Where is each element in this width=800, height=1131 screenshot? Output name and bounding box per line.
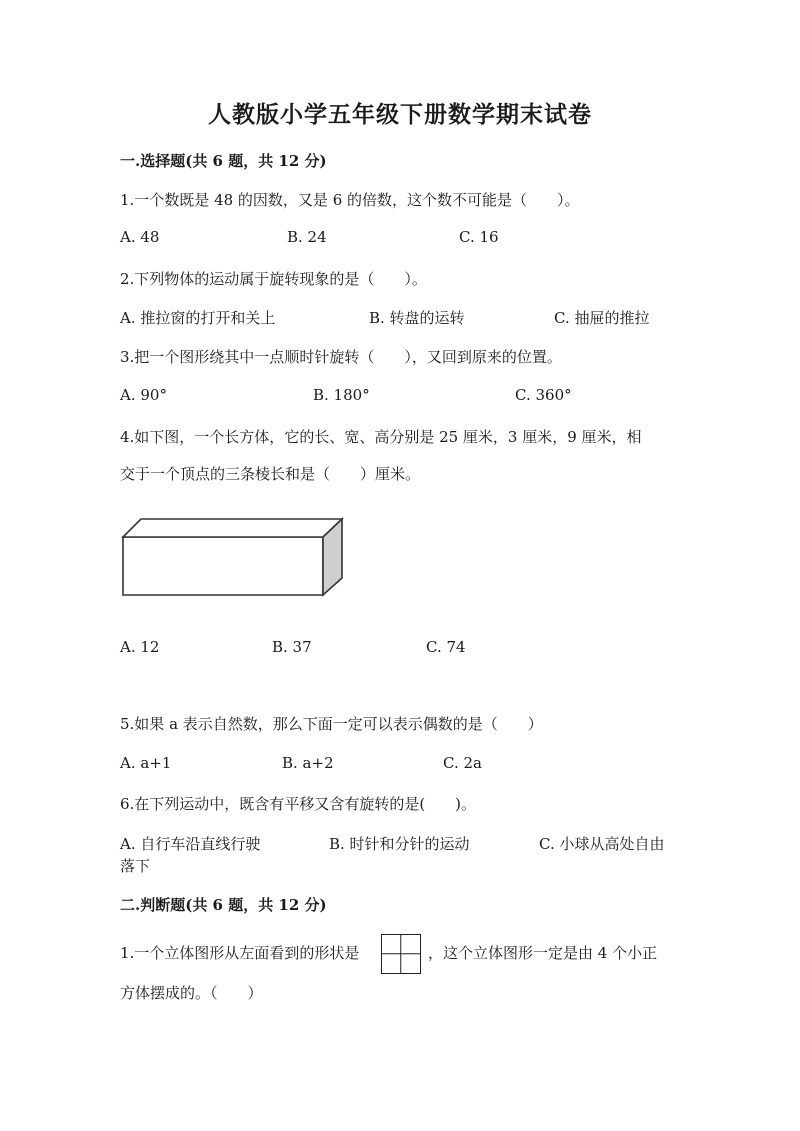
- question-4-option-c: C. 74: [426, 638, 466, 656]
- question-2-option-c: C. 抽屉的推拉: [554, 309, 650, 327]
- judgement-1-stem-line2: 方体摆成的。（ ）: [120, 984, 263, 1002]
- question-3-option-c: C. 360°: [515, 386, 572, 404]
- question-1-option-b: B. 24: [287, 228, 327, 246]
- question-5-option-a: A. a+1: [120, 754, 172, 772]
- question-5-stem: 5.如果 a 表示自然数，那么下面一定可以表示偶数的是（ ）: [120, 715, 543, 733]
- question-6-option-c-wrap: 落下: [120, 857, 151, 875]
- section-heading-choice: 一.选择题(共 6 题，共 12 分): [120, 152, 327, 170]
- section-heading-judgement: 二.判断题(共 6 题，共 12 分): [120, 896, 327, 914]
- judgement-1-stem-part2: ，这个立体图形一定是由 4 个小正: [428, 944, 658, 962]
- question-2-option-b: B. 转盘的运转: [369, 309, 465, 327]
- question-3-stem: 3.把一个图形绕其中一点顺时针旋转（ ），又回到原来的位置。: [120, 348, 562, 366]
- question-4-option-a: A. 12: [120, 638, 160, 656]
- judgement-1-stem-part1: 1.一个立体图形从左面看到的形状是: [120, 944, 360, 962]
- question-6-stem: 6.在下列运动中，既含有平移又含有旋转的是( )。: [120, 795, 477, 813]
- question-1-stem: 1.一个数既是 48 的因数，又是 6 的倍数，这个数不可能是（ ）。: [120, 191, 580, 209]
- question-5-option-b: B. a+2: [282, 754, 334, 772]
- question-2-option-a: A. 推拉窗的打开和关上: [120, 309, 276, 327]
- question-4-option-b: B. 37: [272, 638, 312, 656]
- question-5-option-c: C. 2a: [443, 754, 482, 772]
- question-2-stem: 2.下列物体的运动属于旋转现象的是（ ）。: [120, 270, 427, 288]
- question-4-stem-line1: 4.如下图，一个长方体，它的长、宽、高分别是 25 厘米，3 厘米，9 厘米，相: [120, 428, 642, 446]
- cuboid-top-face: [123, 519, 342, 537]
- question-6-option-a: A. 自行车沿直线行驶: [120, 835, 261, 853]
- question-1-option-a: A. 48: [120, 228, 160, 246]
- question-6-option-c: C. 小球从高处自由: [539, 835, 665, 853]
- cuboid-front-face: [123, 537, 323, 595]
- page-title: 人教版小学五年级下册数学期末试卷: [208, 101, 592, 128]
- question-3-option-a: A. 90°: [120, 386, 167, 404]
- cuboid-figure: [120, 516, 346, 598]
- question-3-option-b: B. 180°: [313, 386, 370, 404]
- question-4-stem-line2: 交于一个顶点的三条棱长和是（ ）厘米。: [120, 465, 421, 483]
- four-square-grid-icon: [381, 934, 421, 974]
- question-1-option-c: C. 16: [459, 228, 499, 246]
- question-6-option-b: B. 时针和分针的运动: [329, 835, 470, 853]
